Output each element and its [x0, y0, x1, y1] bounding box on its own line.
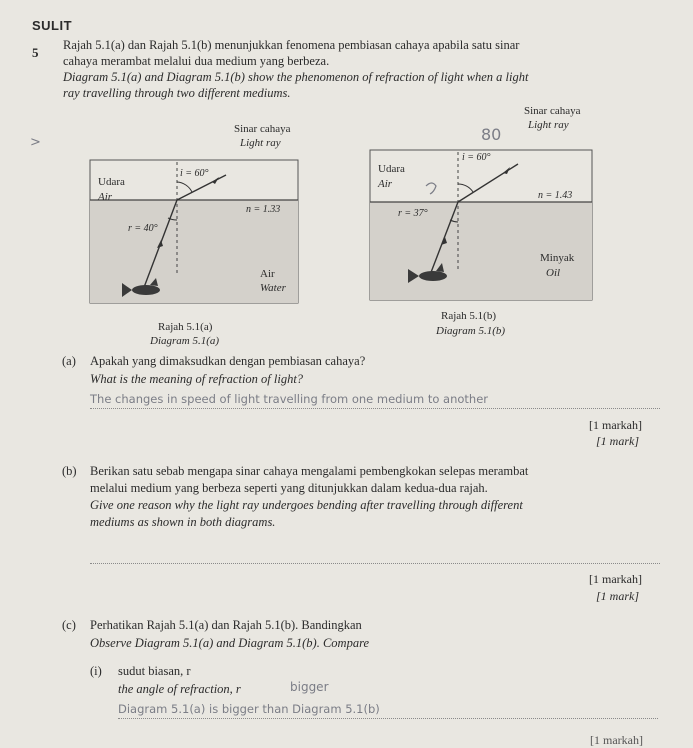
diagram-b-refraction-angle: r = 37°	[398, 208, 428, 219]
page-header-sulit: SULIT	[32, 18, 73, 33]
diagram-b-medium-top-ms: Udara	[378, 163, 405, 175]
diagram-a-ray-label-en: Light ray	[240, 137, 281, 149]
diagram-a-medium-bottom-en: Water	[260, 282, 286, 294]
intro-malay-line-2: cahaya merambat melalui dua medium yang berbeza.	[63, 54, 330, 68]
diagram-b-ray-label-en: Light ray	[528, 119, 569, 131]
part-b-mark-ms: [1 markah]	[589, 572, 642, 586]
diagram-a	[88, 100, 303, 315]
part-c-answer-line[interactable]	[118, 700, 658, 719]
diagram-b-refractive-index: n = 1.43	[538, 190, 573, 201]
question-number: 5	[32, 45, 39, 60]
diagram-a-refractive-index: n = 1.33	[246, 204, 281, 215]
part-b-question-en-1: Give one reason why the light ray undergoes bending after travelling through different	[90, 498, 523, 512]
part-b-question-en-2: mediums as shown in both diagrams.	[90, 515, 276, 529]
diagram-b-caption-en: Diagram 5.1(b)	[436, 325, 506, 337]
diagram-a-ray-label-ms: Sinar cahaya	[234, 123, 291, 135]
diagram-b-ray-label-ms: Sinar cahaya	[524, 105, 581, 117]
diagram-b-caption-ms: Rajah 5.1(b)	[441, 310, 496, 322]
part-b-question-ms-1: Berikan satu sebab mengapa sinar cahaya mengalami pembengkokan selepas merambat	[90, 464, 529, 478]
diagram-a-caption-en: Diagram 5.1(a)	[150, 335, 220, 347]
diagram-b	[368, 100, 598, 305]
diagram-a-caption-ms: Rajah 5.1(a)	[158, 321, 213, 333]
part-a-question-en: What is the meaning of refraction of light?	[90, 372, 304, 386]
diagram-b-medium-top-en: Air	[378, 178, 393, 190]
part-c-answer-note: bigger	[290, 680, 329, 694]
part-c-mark-partial: [1 markah]	[590, 733, 643, 747]
intro-english-line-2: ray travelling through two different mediums.	[63, 86, 291, 100]
part-c-question-ms: Perhatikan Rajah 5.1(a) dan Rajah 5.1(b). Bandingkan	[90, 618, 362, 632]
part-a-mark-en: [1 mark]	[596, 434, 640, 448]
part-b-label: (b)	[62, 464, 77, 478]
diagram-a-medium-bottom-ms: Air	[260, 268, 275, 280]
part-c-answer-text: Diagram 5.1(a) is bigger than Diagram 5.1(b)	[118, 702, 380, 716]
part-a-answer-text: The changes in speed of light travelling from one medium to another	[90, 392, 488, 406]
part-c-sub-question-en: the angle of refraction, r	[118, 682, 241, 696]
part-b-question-ms-2: melalui medium yang berbeza seperti yang ditunjukkan dalam kedua-dua rajah.	[90, 481, 488, 495]
part-a-label: (a)	[62, 354, 76, 368]
part-a-mark-ms: [1 markah]	[589, 418, 642, 432]
diagram-a-refraction-angle: r = 40°	[128, 223, 158, 234]
diagram-b-incidence-angle: i = 60°	[462, 152, 491, 163]
intro-malay-line-1: Rajah 5.1(a) dan Rajah 5.1(b) menunjukkan fenomena pembiasan cahaya apabila satu sinar	[63, 38, 520, 52]
part-a-question-ms: Apakah yang dimaksudkan dengan pembiasan cahaya?	[90, 354, 366, 368]
part-c-sub-question-ms: sudut biasan, r	[118, 664, 191, 678]
diagram-a-medium-top-en: Air	[98, 191, 113, 203]
diagram-a-medium-top-ms: Udara	[98, 176, 125, 188]
part-b-answer-line[interactable]	[90, 545, 660, 564]
diagram-b-handwritten-80: 80	[481, 125, 502, 144]
intro-english-line-1: Diagram 5.1(a) and Diagram 5.1(b) show the phenomenon of refraction of light when a light	[63, 70, 529, 84]
margin-mark: >	[30, 135, 41, 150]
diagram-b-medium-bottom-ms: Minyak	[540, 252, 575, 264]
part-c-label: (c)	[62, 618, 76, 632]
part-b-mark-en: [1 mark]	[596, 589, 640, 603]
part-c-sub-label: (i)	[90, 664, 102, 678]
diagram-a-incidence-angle: i = 60°	[180, 168, 209, 179]
part-a-answer-line[interactable]	[90, 390, 660, 409]
part-c-question-en: Observe Diagram 5.1(a) and Diagram 5.1(b). Compare	[90, 636, 370, 650]
diagram-b-medium-bottom-en: Oil	[546, 267, 561, 279]
